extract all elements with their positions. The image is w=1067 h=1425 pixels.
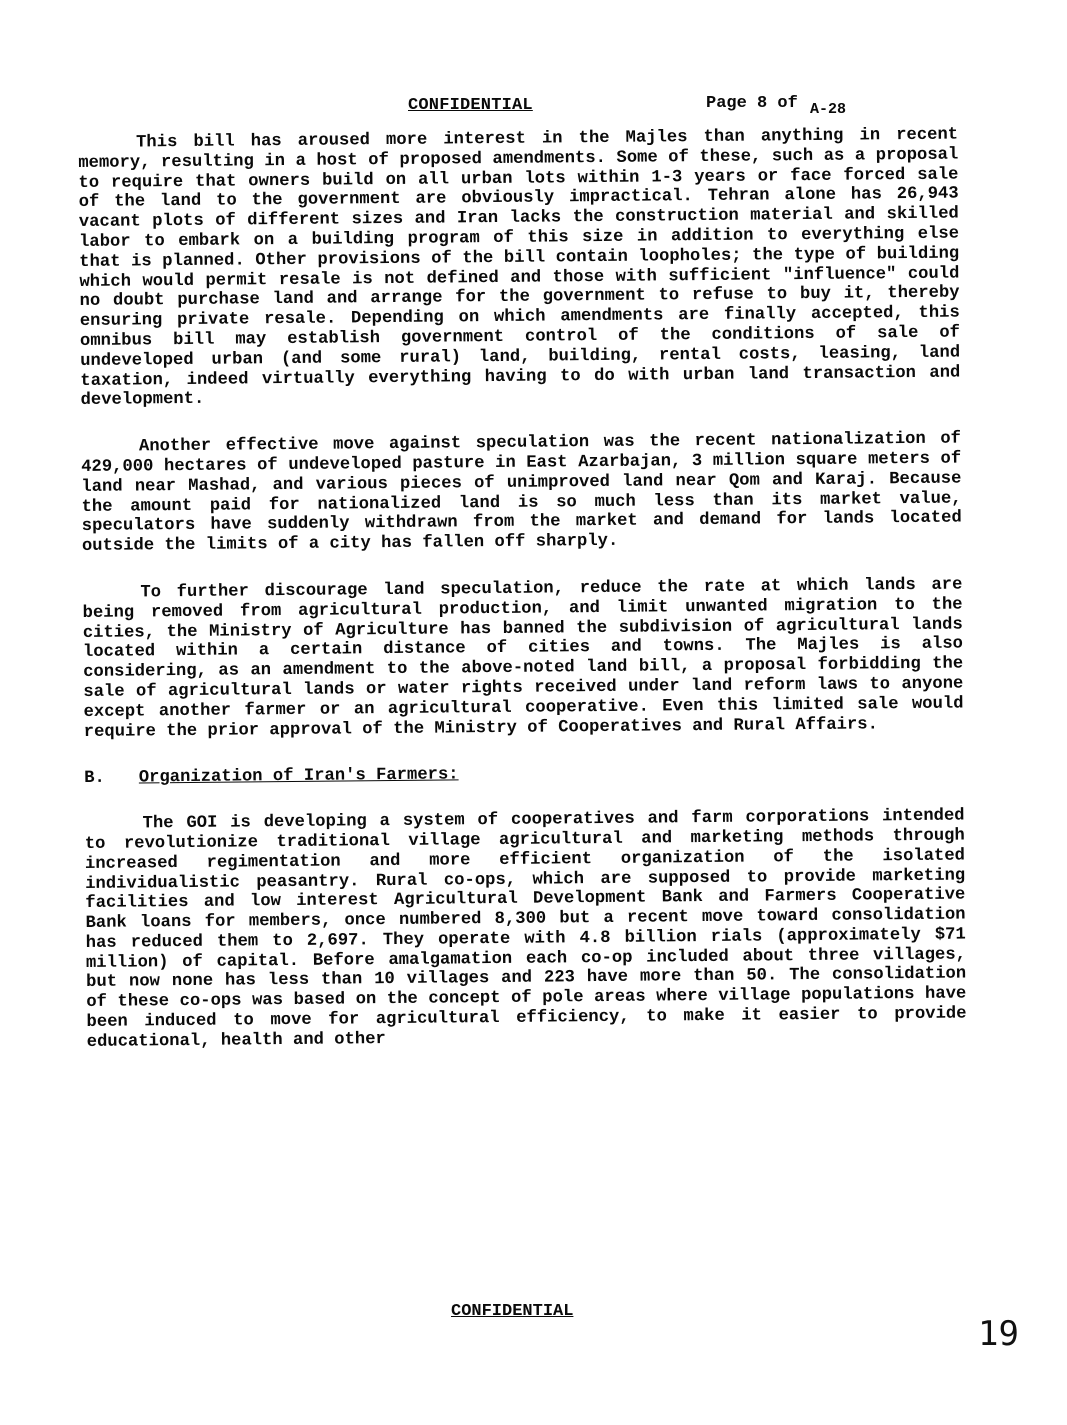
- section-heading: [84, 761, 964, 789]
- page-number: 19: [978, 1314, 1019, 1354]
- footer-classification-marking: CONFIDENTIAL: [451, 1302, 574, 1321]
- section-title: Organization of Iran's Farmers:: [138, 765, 459, 788]
- document-body: [78, 126, 967, 1080]
- paragraph-land-speculation: To further discourage land speculation, reduce the rate at which lands are being removed from agricultural production, and limit unwanted migration to the cities, the Ministry of Agriculture has banned the subdivision of agricultural lands located within a certain distance of cities and towns. The Majles is also considering, as an amendment to the above-noted land bill, a proposal forbidding the sale of agricultural lands or water rights received under land reform laws to anyone except another farmer or an agricultural cooperative. Even this limited sale would require the prior approval of the Ministry of Cooperatives and Rural Affairs.: [82, 575, 964, 742]
- paragraph-land-bill: This bill has aroused more interest in the Majles than anything in recent memory, resulting in a host of proposed amendments. Some of these, such as a proposal to require that owners build on all urban lots within 1-3 years or face forced sale of the land to the government are obviously impractical. Tehran alone has 26,943 vacant plots of different sizes and Iran lacks the construction material and skilled labor to embark on a building program of this size in addition to everything else that is planned. Other provisions of the bill contain loopholes; the type of building which would permit resale is not defined and those with sufficient "influence" could no doubt purchase land and arrange for the government to refuse to buy it, thereby ensuring private resale. Depending on which amendments are finally accepted, this omnibus bill may establish government control of the conditions of sale of undeveloped urban (and some rural) land, building, rental costs, leasing, land taxation, indeed virtually everything having to do with urban land transaction and development.: [78, 125, 961, 411]
- section-letter: B.: [84, 769, 105, 789]
- page-label: Page 8 of: [706, 94, 798, 113]
- paragraph-cooperatives: The GOI is developing a system of cooperatives and farm corporations intended to revolutionize traditional village agricultural and marketing methods through increased regimentation and more efficient organization of the isolated individualistic peasantry. Rural co-ops, which are supposed to provide marketing facilities and low interest Agricultural Development Bank and Farmers Cooperative Bank loans for members, once numbered 8,300 but a recent move toward consolidation has reduced them to 2,697. They operate with 4.8 billion rials (approximately $71 million) of capital. Before amalgamation each co-op included about three villages, but now none has less than 10 villages and 223 have more than 50. The consolidation of these co-ops was based on the concept of pole areas where village populations have been induced to move for agricultural efficiency, to make it easier to provide educational, health and other: [84, 806, 967, 1052]
- header-classification-marking: CONFIDENTIAL: [408, 96, 533, 115]
- document-reference: A-28: [810, 101, 847, 118]
- paragraph-nationalization: Another effective move against speculation was the recent nationalization of 429,000 hectares of undeveloped pasture in East Azarbajan, 3 million square meters of land near Mashad, and various pieces of unimproved land near Qom and Karaj. Because the amount paid for nationalized land is so much less than its market value, speculators have suddenly withdrawn from the market and demand for lands located outside the limits of a city has fallen off sharply.: [81, 429, 962, 557]
- header-page-reference: [706, 94, 847, 118]
